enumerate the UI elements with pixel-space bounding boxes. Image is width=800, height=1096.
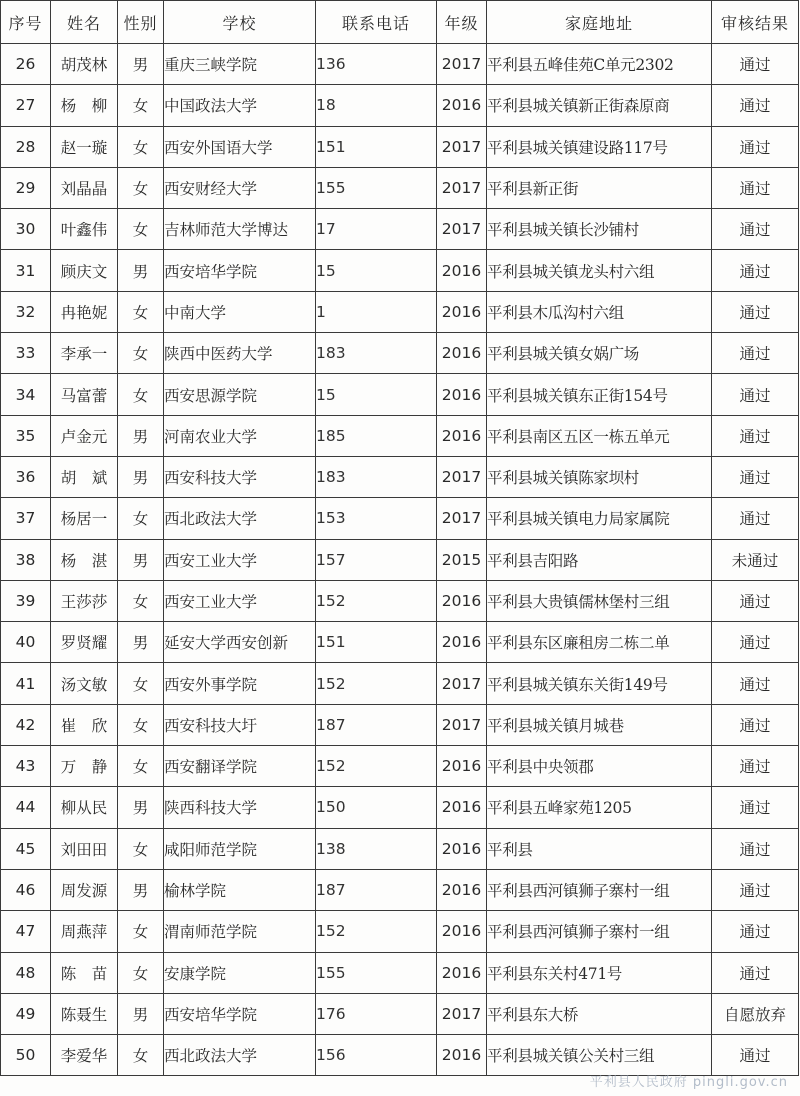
cell-phone: 138 <box>316 828 437 869</box>
header-gender: 性别 <box>118 1 164 44</box>
cell-gender: 男 <box>118 539 164 580</box>
cell-result: 通过 <box>712 1035 799 1076</box>
cell-name: 冉艳妮 <box>51 291 118 332</box>
cell-grade: 2016 <box>437 415 487 456</box>
cell-address: 平利县吉阳路 <box>487 539 712 580</box>
cell-phone: 152 <box>316 746 437 787</box>
header-name: 姓名 <box>51 1 118 44</box>
header-grade: 年级 <box>437 1 487 44</box>
site-watermark: 平利县人民政府 pingli.gov.cn <box>589 1075 788 1090</box>
cell-gender: 男 <box>118 993 164 1034</box>
cell-result: 通过 <box>712 291 799 332</box>
cell-result: 通过 <box>712 167 799 208</box>
cell-grade: 2017 <box>437 663 487 704</box>
cell-result: 自愿放弃 <box>712 993 799 1034</box>
cell-grade: 2016 <box>437 911 487 952</box>
cell-name: 赵一璇 <box>51 126 118 167</box>
cell-phone: 151 <box>316 126 437 167</box>
cell-grade: 2016 <box>437 952 487 993</box>
cell-gender: 男 <box>118 250 164 291</box>
cell-name: 周发源 <box>51 869 118 910</box>
cell-gender: 女 <box>118 911 164 952</box>
cell-address: 平利县东关村471号 <box>487 952 712 993</box>
cell-gender: 女 <box>118 498 164 539</box>
cell-grade: 2017 <box>437 167 487 208</box>
cell-grade: 2016 <box>437 828 487 869</box>
cell-school: 西北政法大学 <box>164 1035 316 1076</box>
cell-result: 通过 <box>712 333 799 374</box>
cell-school: 陕西科技大学 <box>164 787 316 828</box>
cell-name: 王莎莎 <box>51 580 118 621</box>
table-row <box>1 44 799 85</box>
cell-grade: 2016 <box>437 291 487 332</box>
cell-address: 平利县城关镇东关街149号 <box>487 663 712 704</box>
cell-address: 平利县城关镇长沙铺村 <box>487 209 712 250</box>
cell-gender: 女 <box>118 663 164 704</box>
cell-gender: 女 <box>118 167 164 208</box>
cell-school: 中国政法大学 <box>164 85 316 126</box>
cell-address: 平利县城关镇电力局家属院 <box>487 498 712 539</box>
cell-address: 平利县木瓜沟村六组 <box>487 291 712 332</box>
table-row <box>1 415 799 456</box>
cell-name: 杨 湛 <box>51 539 118 580</box>
table-row <box>1 622 799 663</box>
table-row <box>1 250 799 291</box>
cell-school: 西安外国语大学 <box>164 126 316 167</box>
table-row <box>1 993 799 1034</box>
cell-name: 马富蕾 <box>51 374 118 415</box>
table-row <box>1 456 799 497</box>
cell-index: 43 <box>1 746 51 787</box>
cell-address: 平利县城关镇龙头村六组 <box>487 250 712 291</box>
cell-grade: 2017 <box>437 704 487 745</box>
cell-gender: 女 <box>118 126 164 167</box>
table-row <box>1 704 799 745</box>
cell-phone: 155 <box>316 167 437 208</box>
cell-index: 30 <box>1 209 51 250</box>
table-row <box>1 746 799 787</box>
cell-name: 周燕萍 <box>51 911 118 952</box>
cell-name: 杨居一 <box>51 498 118 539</box>
table-row <box>1 663 799 704</box>
cell-school: 渭南师范学院 <box>164 911 316 952</box>
cell-gender: 男 <box>118 44 164 85</box>
cell-gender: 女 <box>118 291 164 332</box>
cell-grade: 2016 <box>437 1035 487 1076</box>
cell-grade: 2016 <box>437 746 487 787</box>
cell-school: 陕西中医药大学 <box>164 333 316 374</box>
cell-address: 平利县东大桥 <box>487 993 712 1034</box>
cell-address: 平利县城关镇女娲广场 <box>487 333 712 374</box>
cell-name: 陈聂生 <box>51 993 118 1034</box>
cell-gender: 女 <box>118 1035 164 1076</box>
cell-phone: 18 <box>316 85 437 126</box>
cell-school: 西安培华学院 <box>164 250 316 291</box>
cell-grade: 2017 <box>437 456 487 497</box>
cell-grade: 2016 <box>437 85 487 126</box>
cell-gender: 男 <box>118 869 164 910</box>
header-index: 序号 <box>1 1 51 44</box>
cell-name: 顾庆文 <box>51 250 118 291</box>
cell-name: 崔 欣 <box>51 704 118 745</box>
cell-phone: 155 <box>316 952 437 993</box>
cell-school: 西安工业大学 <box>164 539 316 580</box>
table-row <box>1 911 799 952</box>
table-row <box>1 539 799 580</box>
cell-phone: 150 <box>316 787 437 828</box>
cell-phone: 156 <box>316 1035 437 1076</box>
cell-school: 中南大学 <box>164 291 316 332</box>
cell-result: 通过 <box>712 126 799 167</box>
cell-grade: 2016 <box>437 580 487 621</box>
cell-name: 胡茂林 <box>51 44 118 85</box>
cell-gender: 女 <box>118 580 164 621</box>
cell-name: 李爱华 <box>51 1035 118 1076</box>
table-row <box>1 126 799 167</box>
cell-name: 万 静 <box>51 746 118 787</box>
table-row <box>1 952 799 993</box>
cell-index: 44 <box>1 787 51 828</box>
cell-gender: 女 <box>118 85 164 126</box>
cell-name: 卢金元 <box>51 415 118 456</box>
cell-result: 通过 <box>712 663 799 704</box>
cell-gender: 女 <box>118 828 164 869</box>
cell-index: 32 <box>1 291 51 332</box>
cell-result: 通过 <box>712 704 799 745</box>
cell-name: 胡 斌 <box>51 456 118 497</box>
header-result: 审核结果 <box>712 1 799 44</box>
cell-index: 29 <box>1 167 51 208</box>
cell-index: 50 <box>1 1035 51 1076</box>
header-address: 家庭地址 <box>487 1 712 44</box>
cell-index: 26 <box>1 44 51 85</box>
cell-gender: 女 <box>118 374 164 415</box>
cell-index: 48 <box>1 952 51 993</box>
cell-result: 通过 <box>712 498 799 539</box>
cell-school: 西安外事学院 <box>164 663 316 704</box>
cell-result: 通过 <box>712 746 799 787</box>
cell-gender: 男 <box>118 415 164 456</box>
cell-phone: 183 <box>316 456 437 497</box>
cell-name: 陈 苗 <box>51 952 118 993</box>
cell-result: 通过 <box>712 374 799 415</box>
cell-grade: 2016 <box>437 250 487 291</box>
cell-school: 西北政法大学 <box>164 498 316 539</box>
cell-index: 42 <box>1 704 51 745</box>
cell-address: 平利县中央领郡 <box>487 746 712 787</box>
cell-index: 27 <box>1 85 51 126</box>
cell-phone: 1 <box>316 291 437 332</box>
cell-index: 37 <box>1 498 51 539</box>
cell-result: 通过 <box>712 415 799 456</box>
cell-index: 45 <box>1 828 51 869</box>
cell-address: 平利县新正街 <box>487 167 712 208</box>
table-row <box>1 291 799 332</box>
cell-school: 榆林学院 <box>164 869 316 910</box>
cell-school: 咸阳师范学院 <box>164 828 316 869</box>
cell-phone: 15 <box>316 374 437 415</box>
cell-address: 平利县城关镇新正街森原商 <box>487 85 712 126</box>
cell-grade: 2017 <box>437 126 487 167</box>
header-school: 学校 <box>164 1 316 44</box>
cell-grade: 2016 <box>437 869 487 910</box>
cell-result: 通过 <box>712 44 799 85</box>
cell-result: 通过 <box>712 787 799 828</box>
cell-address: 平利县大贵镇儒林堡村三组 <box>487 580 712 621</box>
table-row <box>1 167 799 208</box>
cell-gender: 女 <box>118 209 164 250</box>
cell-address: 平利县东区廉租房二栋二单 <box>487 622 712 663</box>
table-row <box>1 333 799 374</box>
cell-address: 平利县城关镇月城巷 <box>487 704 712 745</box>
cell-school: 安康学院 <box>164 952 316 993</box>
cell-index: 33 <box>1 333 51 374</box>
cell-index: 47 <box>1 911 51 952</box>
cell-gender: 女 <box>118 704 164 745</box>
cell-name: 汤文敏 <box>51 663 118 704</box>
cell-grade: 2016 <box>437 333 487 374</box>
cell-result: 通过 <box>712 869 799 910</box>
cell-result: 通过 <box>712 250 799 291</box>
cell-gender: 女 <box>118 333 164 374</box>
cell-school: 延安大学西安创新 <box>164 622 316 663</box>
cell-result: 通过 <box>712 828 799 869</box>
cell-result: 通过 <box>712 580 799 621</box>
cell-school: 西安科技大学 <box>164 456 316 497</box>
cell-index: 49 <box>1 993 51 1034</box>
cell-index: 40 <box>1 622 51 663</box>
table-row <box>1 374 799 415</box>
table-row <box>1 209 799 250</box>
cell-school: 河南农业大学 <box>164 415 316 456</box>
cell-index: 36 <box>1 456 51 497</box>
cell-name: 叶鑫伟 <box>51 209 118 250</box>
cell-result: 通过 <box>712 952 799 993</box>
cell-name: 刘晶晶 <box>51 167 118 208</box>
cell-address: 平利县南区五区一栋五单元 <box>487 415 712 456</box>
cell-result: 未通过 <box>712 539 799 580</box>
cell-address: 平利县五峰佳苑C单元2302 <box>487 44 712 85</box>
table-header-row <box>1 1 799 44</box>
cell-school: 西安财经大学 <box>164 167 316 208</box>
cell-address: 平利县五峰家苑1205 <box>487 787 712 828</box>
cell-address: 平利县 <box>487 828 712 869</box>
cell-phone: 15 <box>316 250 437 291</box>
table-row <box>1 580 799 621</box>
cell-phone: 152 <box>316 663 437 704</box>
cell-index: 35 <box>1 415 51 456</box>
table-row <box>1 498 799 539</box>
cell-result: 通过 <box>712 622 799 663</box>
cell-address: 平利县城关镇陈家坝村 <box>487 456 712 497</box>
cell-grade: 2016 <box>437 622 487 663</box>
cell-grade: 2016 <box>437 787 487 828</box>
cell-address: 平利县城关镇建设路117号 <box>487 126 712 167</box>
cell-address: 平利县城关镇公关村三组 <box>487 1035 712 1076</box>
cell-gender: 男 <box>118 787 164 828</box>
cell-result: 通过 <box>712 209 799 250</box>
cell-phone: 153 <box>316 498 437 539</box>
cell-name: 刘田田 <box>51 828 118 869</box>
cell-grade: 2017 <box>437 993 487 1034</box>
cell-school: 吉林师范大学博达 <box>164 209 316 250</box>
cell-name: 柳从民 <box>51 787 118 828</box>
cell-school: 西安思源学院 <box>164 374 316 415</box>
cell-result: 通过 <box>712 911 799 952</box>
cell-name: 杨 柳 <box>51 85 118 126</box>
cell-address: 平利县城关镇东正街154号 <box>487 374 712 415</box>
cell-grade: 2017 <box>437 44 487 85</box>
cell-phone: 136 <box>316 44 437 85</box>
cell-grade: 2017 <box>437 498 487 539</box>
cell-grade: 2016 <box>437 374 487 415</box>
cell-index: 38 <box>1 539 51 580</box>
table-row <box>1 85 799 126</box>
cell-phone: 183 <box>316 333 437 374</box>
cell-index: 46 <box>1 869 51 910</box>
cell-gender: 男 <box>118 622 164 663</box>
cell-gender: 男 <box>118 456 164 497</box>
cell-address: 平利县西河镇狮子寨村一组 <box>487 911 712 952</box>
cell-phone: 151 <box>316 622 437 663</box>
cell-grade: 2015 <box>437 539 487 580</box>
cell-phone: 187 <box>316 704 437 745</box>
cell-school: 西安科技大圩 <box>164 704 316 745</box>
cell-name: 罗贤耀 <box>51 622 118 663</box>
cell-phone: 152 <box>316 580 437 621</box>
cell-phone: 157 <box>316 539 437 580</box>
cell-phone: 185 <box>316 415 437 456</box>
cell-gender: 女 <box>118 746 164 787</box>
cell-name: 李承一 <box>51 333 118 374</box>
cell-address: 平利县西河镇狮子寨村一组 <box>487 869 712 910</box>
cell-index: 41 <box>1 663 51 704</box>
table-row <box>1 869 799 910</box>
table-row <box>1 787 799 828</box>
cell-phone: 17 <box>316 209 437 250</box>
cell-index: 34 <box>1 374 51 415</box>
cell-result: 通过 <box>712 456 799 497</box>
cell-school: 西安培华学院 <box>164 993 316 1034</box>
cell-index: 31 <box>1 250 51 291</box>
cell-phone: 152 <box>316 911 437 952</box>
cell-index: 28 <box>1 126 51 167</box>
cell-index: 39 <box>1 580 51 621</box>
cell-grade: 2017 <box>437 209 487 250</box>
cell-result: 通过 <box>712 85 799 126</box>
cell-school: 西安翻译学院 <box>164 746 316 787</box>
cell-school: 重庆三峡学院 <box>164 44 316 85</box>
cell-gender: 女 <box>118 952 164 993</box>
cell-phone: 187 <box>316 869 437 910</box>
table-body <box>1 44 799 1076</box>
header-phone: 联系电话 <box>316 1 437 44</box>
cell-phone: 176 <box>316 993 437 1034</box>
table-row <box>1 828 799 869</box>
table-row <box>1 1035 799 1076</box>
cell-school: 西安工业大学 <box>164 580 316 621</box>
